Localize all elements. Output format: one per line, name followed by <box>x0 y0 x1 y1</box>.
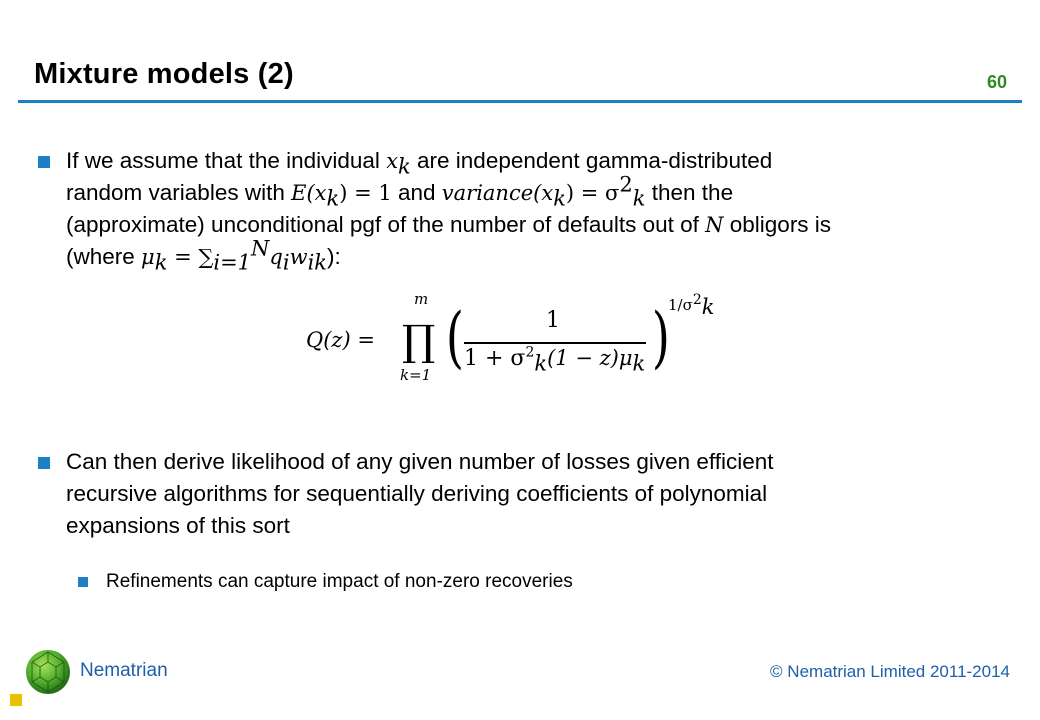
nematrian-logo-icon <box>24 648 72 696</box>
fraction-bar <box>464 342 646 344</box>
product-symbol: ∏ <box>402 316 436 365</box>
fraction-denominator: $1 + \sigma^2_k(1 - z)\mu_k$ <box>464 344 646 376</box>
corner-marker <box>10 694 22 706</box>
bullet-2-line-1: Can then derive likelihood of any given number of losses given efficient <box>66 449 774 474</box>
product-lower-limit: k=1 <box>400 366 432 384</box>
title-divider <box>18 100 1022 103</box>
footer-copyright: © Nematrian Limited 2011-2014 <box>770 662 1010 681</box>
footer-brand: Nematrian <box>80 660 168 681</box>
sub-bullet-text: Refinements can capture impact of non-zero recoveries <box>106 571 573 592</box>
product-upper-limit: m <box>414 290 429 308</box>
sub-bullet-marker <box>78 577 88 587</box>
right-paren: ) <box>651 299 670 376</box>
slide-title: Mixture models (2) <box>34 58 294 90</box>
bullet-2-marker <box>38 457 50 469</box>
bullet-2-line-3: expansions of this sort <box>66 513 290 538</box>
left-paren: ( <box>445 299 464 376</box>
bullet-1-line-3: (approximate) unconditional pgf of the number of defaults out of N obligors is <box>66 212 832 237</box>
bullet-1-line-4: (where $\mu_k = \sum_{i=1}^Nq_iw_{ik}$): <box>66 236 341 275</box>
slide-number: 60 <box>986 72 1007 92</box>
pgf-equation <box>306 290 746 400</box>
bullet-2-text <box>66 446 1006 542</box>
equation-exponent: $1/\sigma^2_k$ <box>668 292 715 319</box>
equation-lhs: Q(z) = <box>306 328 375 352</box>
bullet-1-line-2: random variables with $E(x_k) = 1$ and $variance(x_k) = \sigma^2_k$ then the <box>66 172 734 211</box>
bullet-1-marker <box>38 156 50 168</box>
bullet-2-line-2: recursive algorithms for sequentially deriving coefficients of polynomial <box>66 481 768 506</box>
bullet-1-line-1: If we assume that the individual $x_k$ are independent gamma-distributed <box>66 148 773 179</box>
bullet-1-text <box>66 145 1006 273</box>
fraction-numerator: 1 <box>546 308 560 333</box>
